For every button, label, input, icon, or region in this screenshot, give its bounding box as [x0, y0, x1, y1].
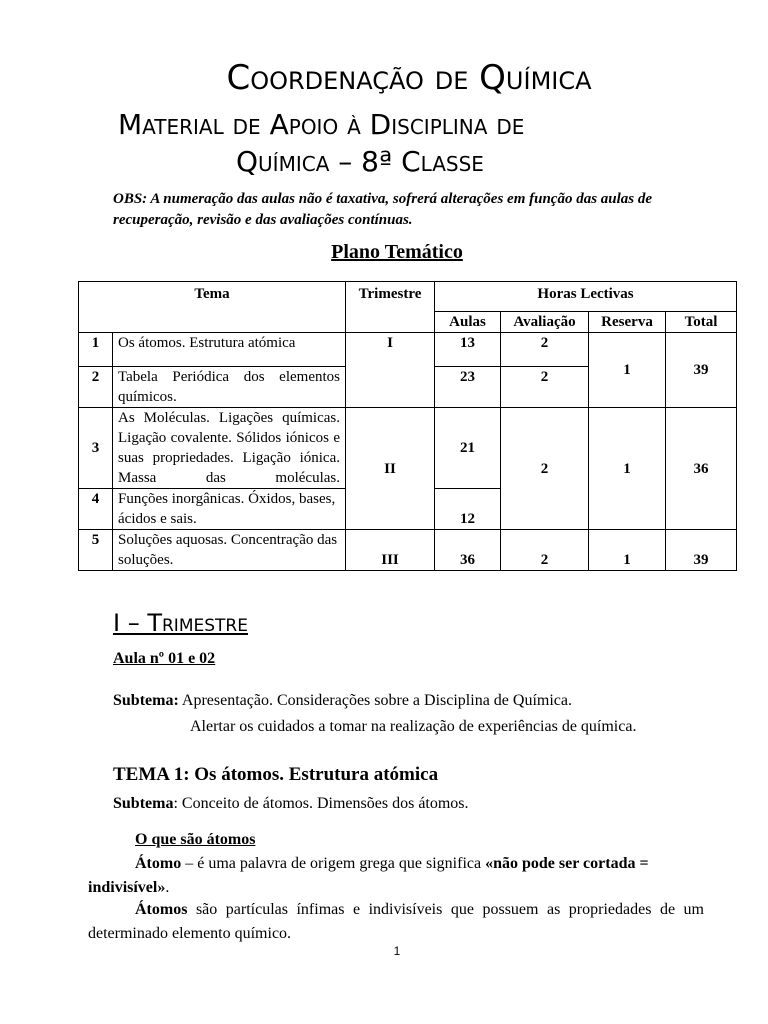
- row-total: 39: [666, 333, 737, 408]
- page-number: 1: [393, 944, 401, 958]
- row-aulas: 12: [435, 489, 501, 530]
- row-number: 5: [79, 530, 113, 571]
- header-tema: Tema: [79, 282, 346, 333]
- header-trimestre: Trimestre: [346, 282, 435, 333]
- subtema-line: [113, 692, 572, 710]
- row-reserva: 1: [589, 333, 666, 408]
- table-row: [79, 408, 737, 489]
- table-row: [79, 333, 737, 367]
- row-aulas: 36: [435, 530, 501, 571]
- header-avaliacao: Avaliação: [501, 312, 589, 333]
- row-reserva: 1: [589, 530, 666, 571]
- lesson-heading: Aula nº 01 e 02: [113, 650, 216, 667]
- row-aulas: 21: [435, 408, 501, 489]
- row-tema: Tabela Periódica dos elementos químicos.: [113, 367, 346, 408]
- subtema-label: Subtema: [113, 795, 174, 812]
- row-trimestre: II: [346, 408, 435, 530]
- emphasis: «não pode ser cortada = indivisível»: [88, 855, 649, 896]
- table-row: [79, 530, 737, 571]
- paragraph-text: são partículas ínfimas e indivisíveis que possuem as propriedades de um determinado elemento químico.: [88, 901, 704, 942]
- tema-heading: TEMA 1: Os átomos. Estrutura atómica: [113, 764, 439, 785]
- section-subheading: O que são átomos: [135, 831, 256, 848]
- row-aulas: 13: [435, 333, 501, 367]
- row-avaliacao: 2: [501, 367, 589, 408]
- row-avaliacao: 2: [501, 530, 589, 571]
- row-avaliacao: 2: [501, 333, 589, 367]
- row-tema: Soluções aquosas. Concentração das soluções.: [113, 530, 346, 571]
- document-subtitle-line1: Material de Apoio à Disciplina de: [118, 108, 525, 141]
- obs-note: OBS: A numeração das aulas não é taxativa, sofrerá alterações em função das aulas de recuperação, revisão e das avaliações contínuas.: [113, 191, 653, 228]
- term: Átomo: [135, 855, 182, 872]
- plan-title: Plano Temático: [331, 241, 463, 263]
- paragraph: [88, 852, 704, 900]
- paragraph: [88, 898, 704, 946]
- paragraph-text: – é uma palavra de origem grega que significa: [181, 855, 486, 872]
- row-aulas: 23: [435, 367, 501, 408]
- row-number: 2: [79, 367, 113, 408]
- document-subtitle-line2: Química – 8ª Classe: [236, 145, 484, 178]
- subtema-line-2: Alertar os cuidados a tomar na realização de experiências de química.: [190, 718, 637, 735]
- section-title: I – Trimestre: [113, 609, 248, 637]
- paragraph-text: .: [165, 879, 170, 896]
- row-number: 3: [79, 408, 113, 489]
- row-tema: As Moléculas. Ligações químicas. Ligação covalente. Sólidos iónicos e suas propriedades. Ligação iónica. Massa das moléculas.: [113, 408, 346, 489]
- term: Átomos: [135, 901, 188, 918]
- header-reserva: Reserva: [589, 312, 666, 333]
- subtema-label: Subtema:: [113, 692, 179, 709]
- row-trimestre: I: [346, 333, 435, 408]
- row-tema: Funções inorgânicas. Óxidos, bases, ácidos e sais.: [113, 489, 346, 530]
- table-header-row: [79, 282, 737, 312]
- row-reserva: 1: [589, 408, 666, 530]
- subtema-line: [113, 795, 469, 813]
- subtema-text: Apresentação. Considerações sobre a Disciplina de Química.: [178, 692, 572, 709]
- row-avaliacao: 2: [501, 408, 589, 530]
- document-title: Coordenação de Química: [226, 58, 592, 98]
- subtema-text: : Conceito de átomos. Dimensões dos átomos.: [173, 795, 469, 812]
- row-trimestre: III: [346, 530, 435, 571]
- row-number: 1: [79, 333, 113, 367]
- header-aulas: Aulas: [435, 312, 501, 333]
- row-total: 39: [666, 530, 737, 571]
- header-total: Total: [666, 312, 737, 333]
- header-horas-lectivas: Horas Lectivas: [435, 282, 737, 312]
- thematic-plan-table: [78, 281, 737, 571]
- row-total: 36: [666, 408, 737, 530]
- row-tema: Os átomos. Estrutura atómica: [113, 333, 346, 367]
- row-number: 4: [79, 489, 113, 530]
